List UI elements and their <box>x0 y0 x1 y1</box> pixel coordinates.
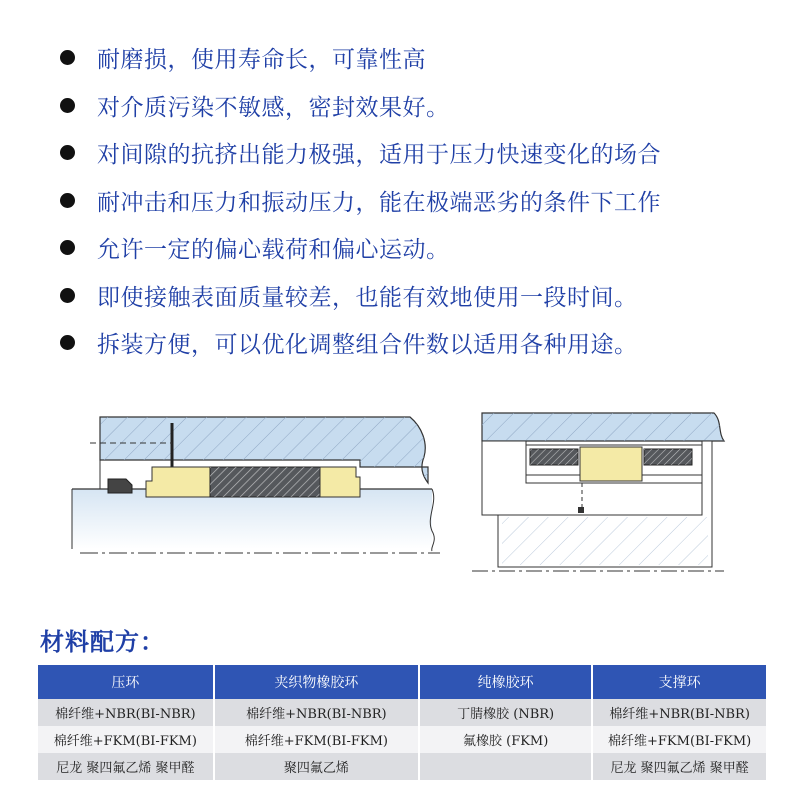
seal-assembly-drawing-right <box>462 405 730 580</box>
materials-table <box>36 665 768 780</box>
table-row <box>37 699 767 726</box>
table-row <box>37 726 767 753</box>
feature-item <box>60 129 790 177</box>
table-cell: 尼龙 聚四氟乙烯 聚甲醛 <box>592 753 767 780</box>
feature-item <box>60 34 790 82</box>
feature-text: 即使接触表面质量较差，也能有效地使用一段时间。 <box>97 284 638 311</box>
feature-item <box>60 177 790 225</box>
feature-text: 允许一定的偏心载荷和偏心运动。 <box>97 237 450 264</box>
feature-text: 耐冲击和压力和振动压力，能在极端恶劣的条件下工作 <box>97 189 661 216</box>
bullet-dot-icon <box>60 50 75 65</box>
feature-item <box>60 82 790 130</box>
bullet-dot-icon <box>60 288 75 303</box>
bullet-dot-icon <box>60 240 75 255</box>
feature-text: 拆装方便，可以优化调整组合件数以适用各种用途。 <box>97 332 638 359</box>
feature-list <box>60 34 790 367</box>
table-cell: 丁腈橡胶 (NBR) <box>419 699 592 726</box>
column-header: 支撑环 <box>592 665 767 699</box>
feature-text: 耐磨损，使用寿命长，可靠性高 <box>97 47 426 74</box>
table-cell: 棉纤维+FKM(BI-FKM) <box>214 726 419 753</box>
feature-text: 对介质污染不敏感，密封效果好。 <box>97 94 450 121</box>
column-header: 压环 <box>37 665 214 699</box>
feature-item <box>60 272 790 320</box>
bullet-dot-icon <box>60 145 75 160</box>
table-cell: 棉纤维+FKM(BI-FKM) <box>592 726 767 753</box>
table-cell: 棉纤维+FKM(BI-FKM) <box>37 726 214 753</box>
column-header: 纯橡胶环 <box>419 665 592 699</box>
table-row <box>37 753 767 780</box>
bullet-dot-icon <box>60 193 75 208</box>
table-cell: 聚四氟乙烯 <box>214 753 419 780</box>
bullet-dot-icon <box>60 98 75 113</box>
seal-assembly-drawing-left <box>60 405 455 580</box>
table-header-row <box>37 665 767 699</box>
table-cell: 棉纤维+NBR(BI-NBR) <box>214 699 419 726</box>
column-header: 夹织物橡胶环 <box>214 665 419 699</box>
feature-text: 对间隙的抗挤出能力极强，适用于压力快速变化的场合 <box>97 142 661 169</box>
feature-item <box>60 319 790 367</box>
table-cell <box>419 753 592 780</box>
table-cell: 棉纤维+NBR(BI-NBR) <box>592 699 767 726</box>
bullet-dot-icon <box>60 335 75 350</box>
materials-title: 材料配方： <box>40 628 165 656</box>
table-cell: 氟橡胶 (FKM) <box>419 726 592 753</box>
table-cell: 棉纤维+NBR(BI-NBR) <box>37 699 214 726</box>
table-cell: 尼龙 聚四氟乙烯 聚甲醛 <box>37 753 214 780</box>
feature-item <box>60 224 790 272</box>
